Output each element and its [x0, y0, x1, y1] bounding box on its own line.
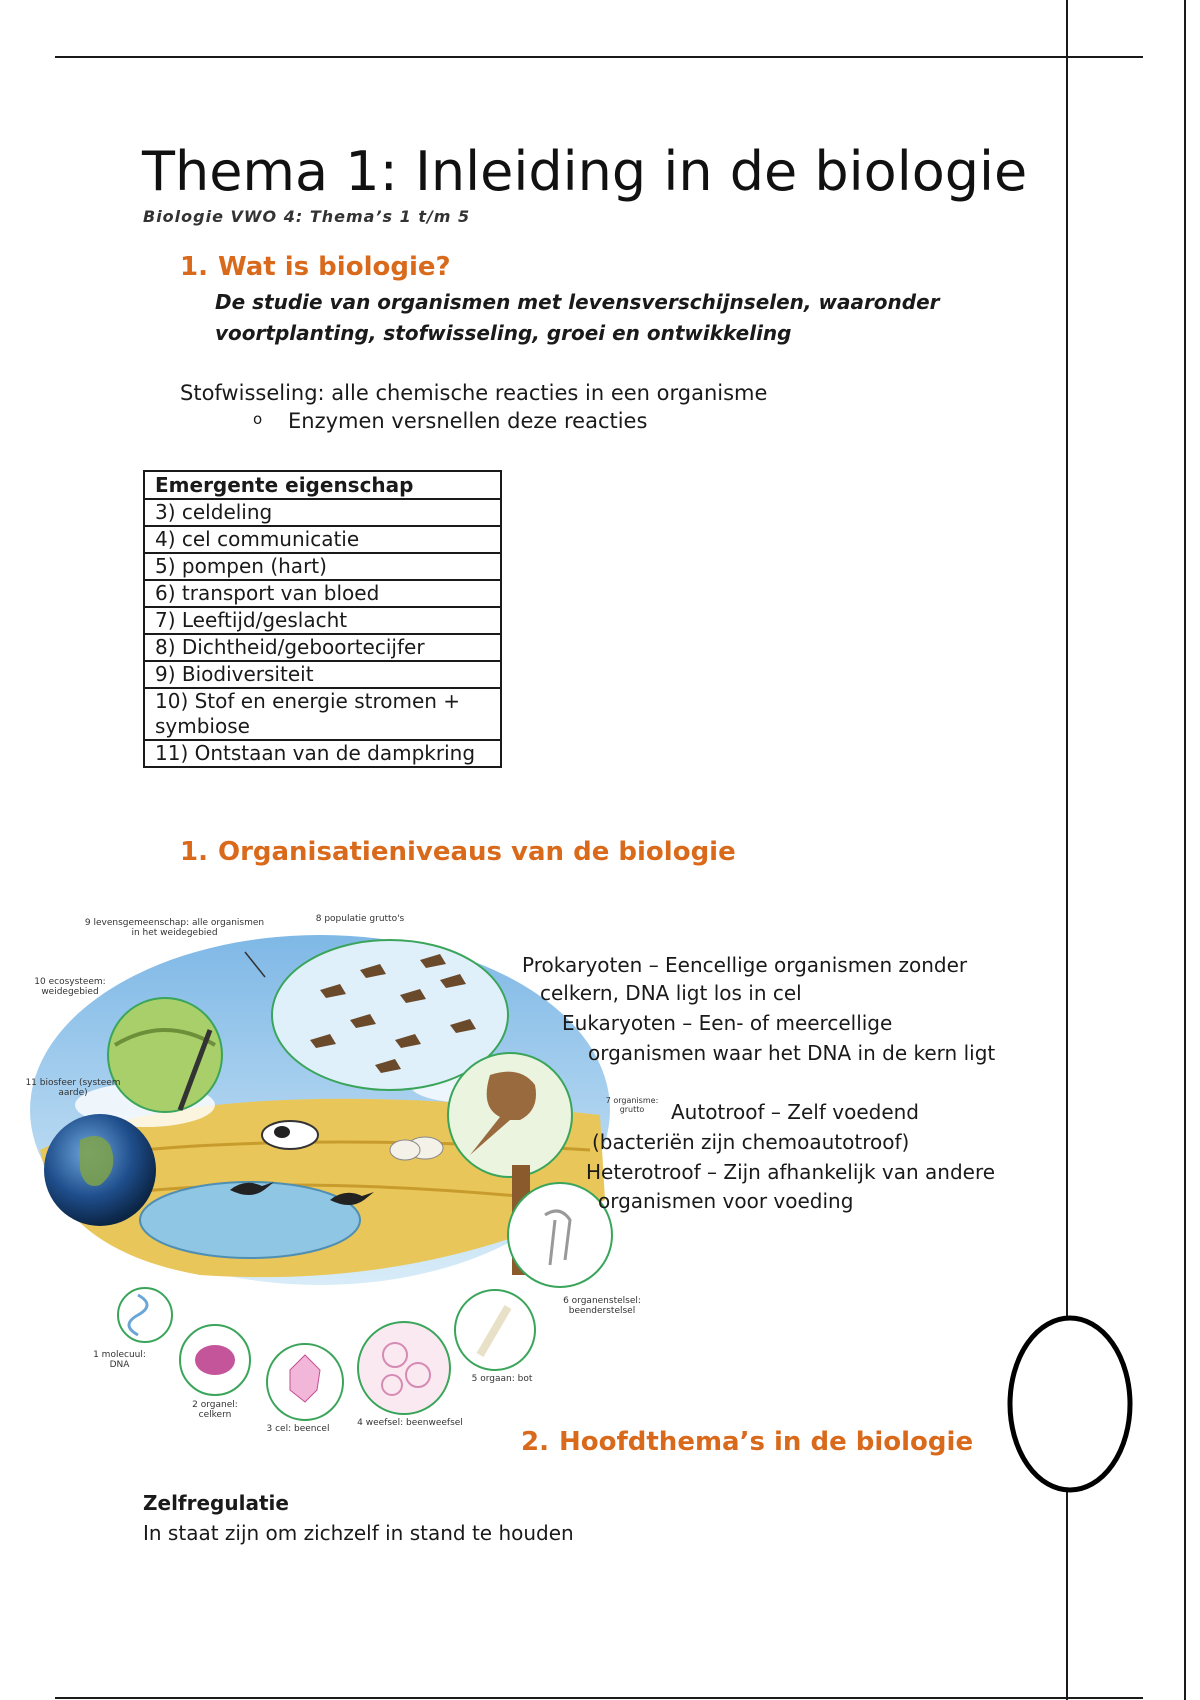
page-title: Thema 1: Inleiding in de biologie	[142, 140, 1028, 203]
stofwisseling-line: Stofwisseling: alle chemische reacties in een organisme	[180, 381, 768, 405]
molecule-circle	[118, 1288, 172, 1342]
figure-label-weefsel: 4 weefsel: beenweefsel	[357, 1418, 463, 1428]
figure-label-organisme: 7 organisme: grutto	[605, 1096, 659, 1114]
tissue-circle	[358, 1322, 450, 1414]
bullet-marker: o	[253, 410, 263, 428]
zelfregulatie-text: In staat zijn om zichzelf in stand te houden	[143, 1521, 574, 1545]
section-title: Hoofdthema’s in de biologie	[558, 1427, 974, 1457]
section-number: 1.	[180, 252, 208, 282]
autotroof-line-1: Autotroof – Zelf voedend	[671, 1100, 919, 1124]
emergente-eigenschap-table	[143, 470, 502, 768]
biology-definition: De studie van organismen met levensverschijnselen, waaronder voortplanting, stofwisseling, groei en ontwikkeling	[215, 290, 940, 345]
margin-line-right	[1184, 0, 1186, 1700]
prokaryoten-line-2: celkern, DNA ligt los in cel	[540, 981, 802, 1005]
bottom-rule	[55, 1697, 1143, 1699]
margin-oval-shape	[1005, 1312, 1135, 1497]
figure-label-levensgemeenschap: 9 levensgemeenschap: alle organismen in het weidegebied	[84, 918, 265, 938]
enzymen-bullet: Enzymen versnellen deze reacties	[288, 409, 648, 433]
eukaryoten-line-2: organismen waar het DNA in de kern ligt	[588, 1041, 996, 1065]
cow	[262, 1121, 318, 1149]
section-title: Organisatieniveaus van de biologie	[217, 837, 736, 867]
figure-label-organel: 2 organel: celkern	[192, 1400, 238, 1420]
table-header: Emergente eigenschap	[144, 471, 501, 499]
heterotroof-line-2: organismen voor voeding	[598, 1189, 854, 1213]
table-row: 5) pompen (hart)	[144, 553, 501, 580]
section-heading-organisatieniveaus	[180, 837, 736, 867]
heterotroof-line-1: Heterotroof – Zijn afhankelijk van andere	[586, 1160, 996, 1184]
table-row: 11) Ontstaan van de dampkring	[144, 740, 501, 767]
figure-label-organenstelsel: 6 organenstelsel: beenderstelsel	[563, 1296, 641, 1316]
figure-label-cel: 3 cel: beencel	[266, 1424, 330, 1434]
prokaryoten-line-1: Prokaryoten – Eencellige organismen zonder	[522, 953, 968, 977]
figure-label-biosfeer: 11 biosfeer (systeem aarde)	[25, 1078, 121, 1098]
figure-label-ecosysteem: 10 ecosysteem: weidegebied	[34, 977, 106, 997]
table-row: 3) celdeling	[144, 499, 501, 526]
eukaryoten-line-1: Eukaryoten – Een- of meercellige	[562, 1011, 893, 1035]
table-row: 4) cel communicatie	[144, 526, 501, 553]
zelfregulatie-heading: Zelfregulatie	[143, 1491, 289, 1515]
autotroof-line-2: (bacteriën zijn chemoautotroof)	[592, 1130, 910, 1154]
page-subtitle: Biologie VWO 4: Thema’s 1 t/m 5	[143, 207, 471, 226]
figure-label-populatie: 8 populatie grutto's	[315, 914, 405, 924]
organ-system-circle	[508, 1183, 612, 1287]
table-row: 10) Stof en energie stromen + symbiose	[144, 688, 501, 740]
table-row: 8) Dichtheid/geboortecijfer	[144, 634, 501, 661]
top-rule	[55, 56, 1143, 58]
table-row: 6) transport van bloed	[144, 580, 501, 607]
section-number: 1.	[180, 837, 208, 867]
section-title: Wat is biologie?	[217, 252, 451, 282]
section-heading-hoofdthemas	[521, 1427, 973, 1457]
section-heading-wat-is-biologie	[180, 252, 451, 282]
section-number: 2.	[521, 1427, 549, 1457]
table-row: 9) Biodiversiteit	[144, 661, 501, 688]
table-row: 7) Leeftijd/geslacht	[144, 607, 501, 634]
figure-label-molecuul: 1 molecuul: DNA	[93, 1350, 146, 1370]
figure-label-orgaan: 5 orgaan: bot	[471, 1374, 533, 1384]
